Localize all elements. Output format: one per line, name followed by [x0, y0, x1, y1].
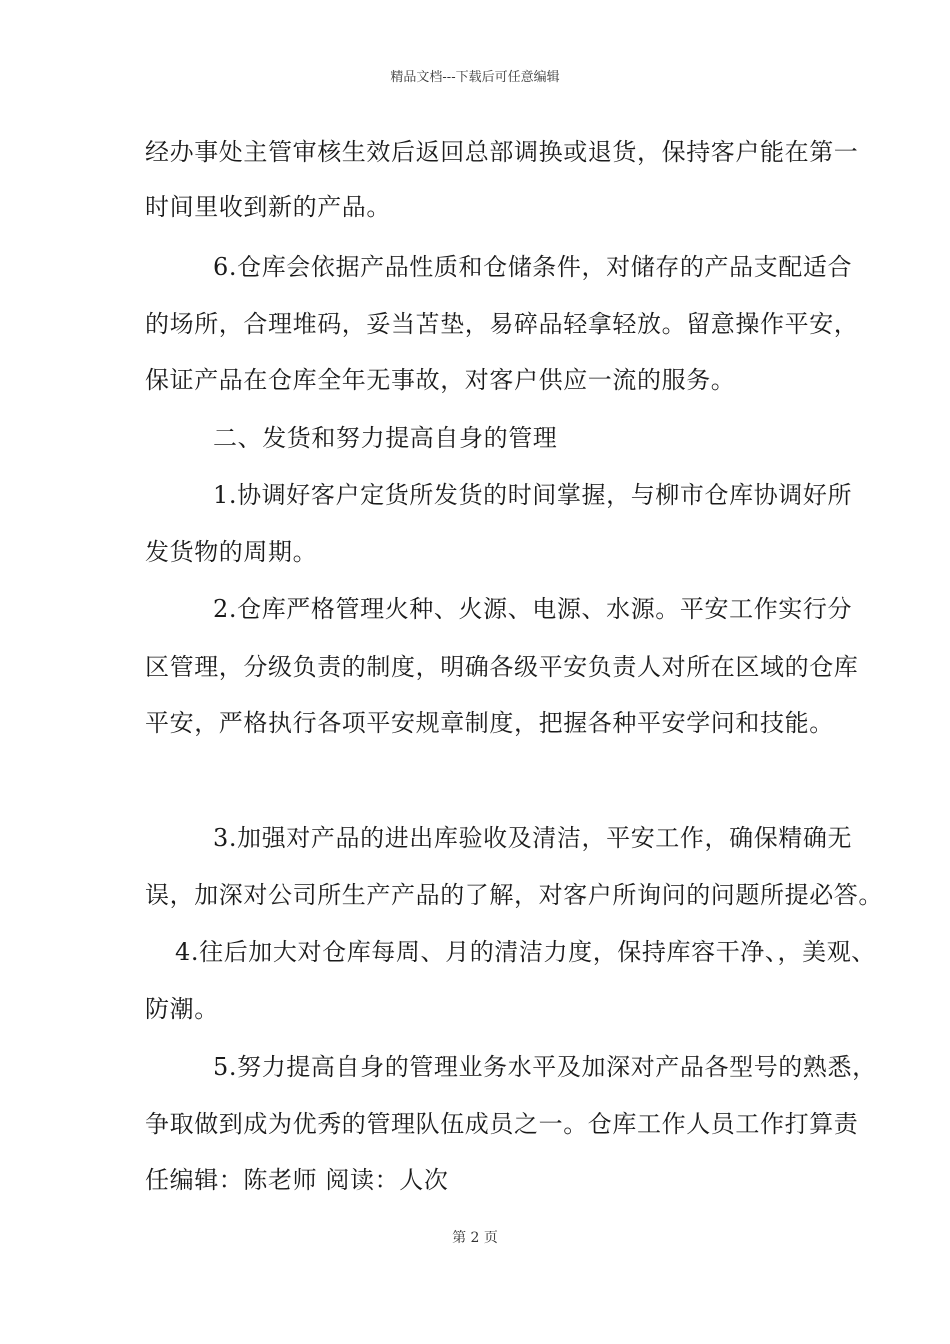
- section-heading: 二、发货和努力提高自身的管理: [213, 424, 558, 452]
- body-line: 1.协调好客户定货所发货的时间掌握，与柳市仓库协调好所: [213, 481, 853, 509]
- body-line: 任编辑：陈老师 阅读：人次: [145, 1166, 449, 1194]
- body-line: 时间里收到新的产品。: [145, 193, 391, 221]
- body-line: 保证产品在仓库全年无事故，对客户供应一流的服务。: [145, 366, 736, 394]
- body-line: 平安，严格执行各项平安规章制度，把握各种平安学问和技能。: [145, 709, 834, 737]
- body-line: 3.加强对产品的进出库验收及清洁，平安工作，确保精确无: [213, 824, 853, 852]
- body-line: 区管理，分级负责的制度，明确各级平安负责人对所在区域的仓库: [145, 653, 859, 681]
- body-line: 争取做到成为优秀的管理队伍成员之一。仓库工作人员工作打算责: [145, 1110, 859, 1138]
- page-number: 第 2 页: [452, 1230, 498, 1246]
- body-line: 发货物的周期。: [145, 538, 318, 566]
- body-line: 的场所，合理堆码，妥当苫垫，易碎品轻拿轻放。留意操作平安，: [145, 310, 859, 338]
- body-line: 4.往后加大对仓库每周、月的清洁力度，保持库容干净、，美观、: [175, 938, 876, 966]
- body-line: 6.仓库会依据产品性质和仓储条件，对储存的产品支配适合: [213, 253, 853, 281]
- page-header: 精品文档---下载后可任意编辑: [390, 70, 560, 85]
- body-line: 经办事处主管审核生效后返回总部调换或退货，保持客户能在第一: [145, 138, 859, 166]
- body-line: 5.努力提高自身的管理业务水平及加深对产品各型号的熟悉，: [213, 1053, 877, 1081]
- body-line: 防潮。: [145, 995, 219, 1023]
- body-line: 2.仓库严格管理火种、火源、电源、水源。平安工作实行分: [213, 595, 853, 623]
- body-line: 误，加深对公司所生产产品的了解，对客户所询问的问题所提必答。: [145, 881, 883, 909]
